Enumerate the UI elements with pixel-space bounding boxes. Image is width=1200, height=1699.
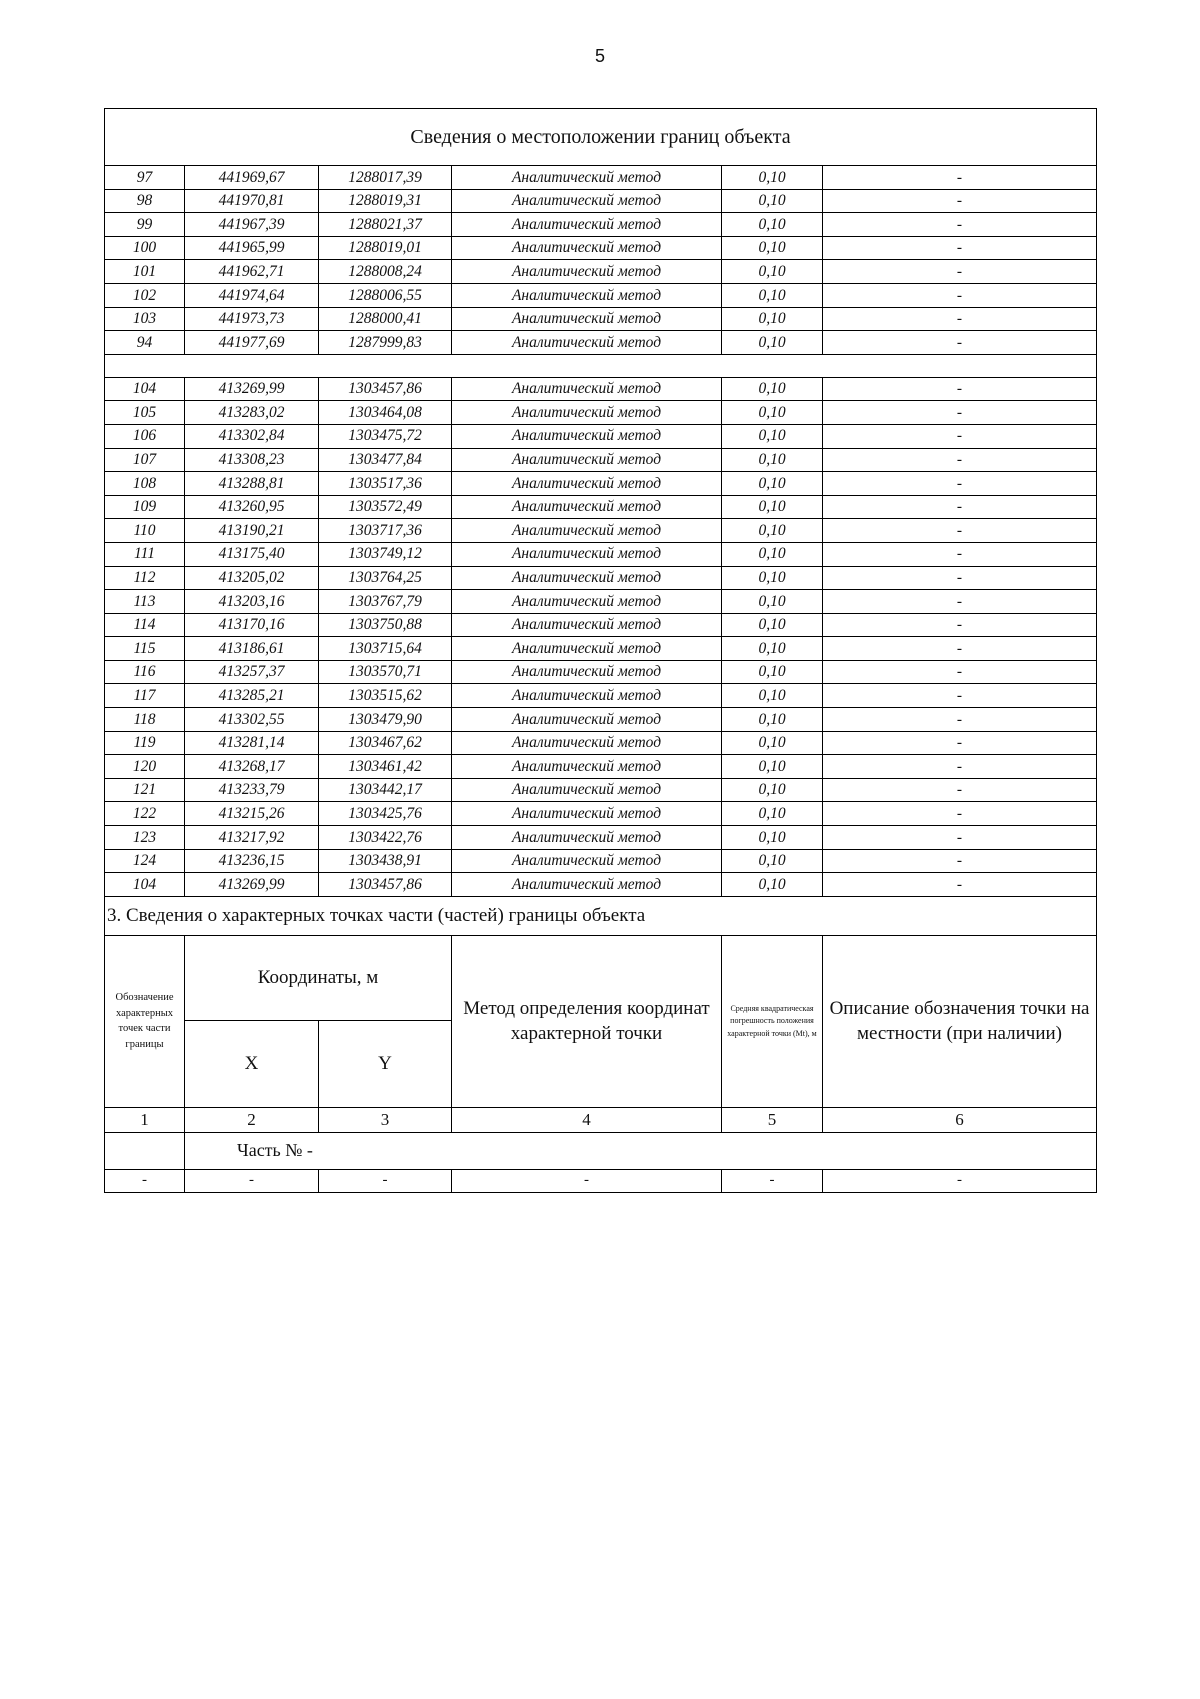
table-cell: 0,10 — [722, 590, 823, 614]
table-cell: - — [823, 519, 1097, 543]
table-row — [105, 448, 1097, 472]
table-cell: 413260,95 — [185, 495, 319, 519]
table-cell: - — [823, 684, 1097, 708]
table-cell: - — [823, 189, 1097, 213]
table-cell: 0,10 — [722, 519, 823, 543]
section3-title: 3. Сведения о характерных точках части (частей) границы объекта — [105, 896, 1097, 935]
table-cell: 441969,67 — [185, 166, 319, 190]
table-row — [105, 731, 1097, 755]
table-cell: 413217,92 — [185, 826, 319, 850]
table-cell: - — [823, 826, 1097, 850]
table-cell: 413190,21 — [185, 519, 319, 543]
column-number: 2 — [185, 1107, 319, 1132]
header-x: X — [185, 1020, 319, 1107]
table-cell: Аналитический метод — [452, 542, 722, 566]
table-cell: 0,10 — [722, 826, 823, 850]
part-label: Часть № - — [185, 1132, 1097, 1169]
table-cell: - — [823, 166, 1097, 190]
table-cell: Аналитический метод — [452, 260, 722, 284]
table-row — [105, 873, 1097, 897]
table-row — [105, 802, 1097, 826]
table-cell: Аналитический метод — [452, 519, 722, 543]
section-title: Сведения о местоположении границ объекта — [105, 109, 1097, 166]
table-cell: Аналитический метод — [452, 778, 722, 802]
table-cell: 104 — [105, 377, 185, 401]
table-cell: - — [452, 1169, 722, 1192]
column-number-row — [105, 1107, 1097, 1132]
table-cell: 1303479,90 — [319, 708, 452, 732]
boundary-table — [104, 108, 1097, 1193]
table-cell: 108 — [105, 472, 185, 496]
table-cell: Аналитический метод — [452, 189, 722, 213]
table-cell: - — [823, 213, 1097, 237]
table-cell: 413268,17 — [185, 755, 319, 779]
table-row — [105, 236, 1097, 260]
table-cell: 123 — [105, 826, 185, 850]
table-cell: - — [823, 778, 1097, 802]
table-cell: 1288000,41 — [319, 307, 452, 331]
table-cell: 107 — [105, 448, 185, 472]
table-cell: 1303475,72 — [319, 424, 452, 448]
table-cell: 0,10 — [722, 684, 823, 708]
table-cell: 1303515,62 — [319, 684, 452, 708]
table-cell: Аналитический метод — [452, 213, 722, 237]
table-cell: 102 — [105, 283, 185, 307]
header-point-designation: Обозначение характерных точек части границы — [105, 935, 185, 1107]
table-cell: 119 — [105, 731, 185, 755]
table-cell: Аналитический метод — [452, 424, 722, 448]
header-description: Описание обозначения точки на местности (при наличии) — [823, 935, 1097, 1107]
table-cell: 118 — [105, 708, 185, 732]
table-cell: 0,10 — [722, 401, 823, 425]
table-cell: - — [722, 1169, 823, 1192]
table-cell: 0,10 — [722, 755, 823, 779]
table-cell: 1303464,08 — [319, 401, 452, 425]
table-row — [105, 684, 1097, 708]
table-row — [105, 331, 1097, 355]
table-cell: 413308,23 — [185, 448, 319, 472]
table-cell: 0,10 — [722, 260, 823, 284]
table-row — [105, 778, 1097, 802]
table-row — [105, 826, 1097, 850]
table-cell: 120 — [105, 755, 185, 779]
table-row — [105, 660, 1097, 684]
table-cell: 0,10 — [722, 424, 823, 448]
table-row — [105, 613, 1097, 637]
spacer-row — [105, 354, 1097, 377]
table-cell: 413186,61 — [185, 637, 319, 661]
table-cell: - — [823, 236, 1097, 260]
table-cell: Аналитический метод — [452, 448, 722, 472]
table-cell: 1288019,01 — [319, 236, 452, 260]
table-cell: - — [823, 401, 1097, 425]
table-cell: 1288017,39 — [319, 166, 452, 190]
table-cell: - — [823, 873, 1097, 897]
table-cell: 1303717,36 — [319, 519, 452, 543]
table-cell: 109 — [105, 495, 185, 519]
table-cell: 1303767,79 — [319, 590, 452, 614]
table-cell: 413170,16 — [185, 613, 319, 637]
table-cell: - — [823, 331, 1097, 355]
table-cell: - — [823, 660, 1097, 684]
table-cell: 122 — [105, 802, 185, 826]
table-cell: 0,10 — [722, 283, 823, 307]
table-cell: - — [319, 1169, 452, 1192]
table-cell: 1303442,17 — [319, 778, 452, 802]
table-cell: - — [185, 1169, 319, 1192]
table-cell: 441970,81 — [185, 189, 319, 213]
table-cell: Аналитический метод — [452, 849, 722, 873]
table-row — [105, 637, 1097, 661]
table-cell: 0,10 — [722, 377, 823, 401]
table-cell: 0,10 — [722, 307, 823, 331]
table-row — [105, 755, 1097, 779]
table-cell: 114 — [105, 613, 185, 637]
table-cell: 1303457,86 — [319, 377, 452, 401]
table-cell: 0,10 — [722, 542, 823, 566]
table-cell: 113 — [105, 590, 185, 614]
table-cell: - — [823, 283, 1097, 307]
table-row — [105, 189, 1097, 213]
table-cell: Аналитический метод — [452, 331, 722, 355]
table-cell: 0,10 — [722, 495, 823, 519]
table-cell: 0,10 — [722, 236, 823, 260]
section3-title-row — [105, 896, 1097, 935]
table-cell: 0,10 — [722, 448, 823, 472]
table-cell: - — [823, 424, 1097, 448]
table-row — [105, 166, 1097, 190]
table-row — [105, 542, 1097, 566]
table-row — [105, 401, 1097, 425]
table-row — [105, 495, 1097, 519]
empty-data-row — [105, 1169, 1097, 1192]
table-cell: 413236,15 — [185, 849, 319, 873]
table-cell: 1288019,31 — [319, 189, 452, 213]
table-row — [105, 472, 1097, 496]
table-cell: - — [823, 495, 1097, 519]
header-y: Y — [319, 1020, 452, 1107]
table-cell: 413175,40 — [185, 542, 319, 566]
table-cell: 121 — [105, 778, 185, 802]
table-cell: 115 — [105, 637, 185, 661]
table-cell: 0,10 — [722, 802, 823, 826]
table-cell: - — [823, 307, 1097, 331]
column-number: 5 — [722, 1107, 823, 1132]
table-cell: - — [823, 542, 1097, 566]
column-number: 6 — [823, 1107, 1097, 1132]
table-cell: 413269,99 — [185, 377, 319, 401]
table-cell: 441967,39 — [185, 213, 319, 237]
header-method: Метод определения координат характерной точки — [452, 935, 722, 1107]
table-cell: Аналитический метод — [452, 401, 722, 425]
table-cell: Аналитический метод — [452, 731, 722, 755]
table-cell: 1288008,24 — [319, 260, 452, 284]
table-cell: 1303517,36 — [319, 472, 452, 496]
table-cell: 0,10 — [722, 213, 823, 237]
table-cell: - — [823, 566, 1097, 590]
table-cell: - — [105, 1169, 185, 1192]
table-cell: Аналитический метод — [452, 708, 722, 732]
column-number: 1 — [105, 1107, 185, 1132]
table-cell: 1303749,12 — [319, 542, 452, 566]
table-cell: 94 — [105, 331, 185, 355]
table-cell: 124 — [105, 849, 185, 873]
table-cell: 0,10 — [722, 731, 823, 755]
table-row — [105, 590, 1097, 614]
table-cell: 413257,37 — [185, 660, 319, 684]
table-cell: - — [823, 613, 1097, 637]
column-number: 4 — [452, 1107, 722, 1132]
page-number: 5 — [594, 46, 605, 66]
table-cell: 441962,71 — [185, 260, 319, 284]
table-cell: 413233,79 — [185, 778, 319, 802]
table-cell: 0,10 — [722, 613, 823, 637]
table-cell: - — [823, 448, 1097, 472]
table-row — [105, 519, 1097, 543]
table-cell: 1303457,86 — [319, 873, 452, 897]
table-row — [105, 708, 1097, 732]
table-cell: Аналитический метод — [452, 873, 722, 897]
table-cell: 103 — [105, 307, 185, 331]
table-cell: 1288006,55 — [319, 283, 452, 307]
table-cell: - — [823, 802, 1097, 826]
table-cell: 1303750,88 — [319, 613, 452, 637]
table-cell: 98 — [105, 189, 185, 213]
table-cell: - — [823, 755, 1097, 779]
table-cell: 112 — [105, 566, 185, 590]
table-cell: 413283,02 — [185, 401, 319, 425]
header-error: Средняя квадратическая погрешность положения характерной точки (Mt), м — [722, 935, 823, 1107]
table-row — [105, 566, 1097, 590]
table-cell: 413215,26 — [185, 802, 319, 826]
table-cell: 110 — [105, 519, 185, 543]
table-cell: - — [823, 849, 1097, 873]
table-cell: Аналитический метод — [452, 472, 722, 496]
table-cell: 1303477,84 — [319, 448, 452, 472]
table-cell: 97 — [105, 166, 185, 190]
header-coordinates: Координаты, м — [185, 935, 452, 1020]
table-cell: - — [823, 260, 1097, 284]
table-cell: 106 — [105, 424, 185, 448]
table-cell: 0,10 — [722, 873, 823, 897]
table-cell: 1303467,62 — [319, 731, 452, 755]
table-cell: 0,10 — [722, 708, 823, 732]
table-cell: 0,10 — [722, 472, 823, 496]
table-row — [105, 307, 1097, 331]
table-cell: 1303461,42 — [319, 755, 452, 779]
table-cell: Аналитический метод — [452, 826, 722, 850]
section3-header-row — [105, 935, 1097, 1020]
table-cell: 413302,84 — [185, 424, 319, 448]
table-cell: 0,10 — [722, 331, 823, 355]
table-cell: - — [823, 731, 1097, 755]
table-cell: 1303570,71 — [319, 660, 452, 684]
table-cell: 0,10 — [722, 778, 823, 802]
table-cell: 1303438,91 — [319, 849, 452, 873]
table-cell: 413281,14 — [185, 731, 319, 755]
table-row — [105, 260, 1097, 284]
table-cell: 1303764,25 — [319, 566, 452, 590]
table-cell: 0,10 — [722, 166, 823, 190]
table-row — [105, 424, 1097, 448]
table-cell: 1303715,64 — [319, 637, 452, 661]
table-cell: 0,10 — [722, 849, 823, 873]
table-cell: 413285,21 — [185, 684, 319, 708]
table-cell: 99 — [105, 213, 185, 237]
table-cell: 100 — [105, 236, 185, 260]
table-cell: Аналитический метод — [452, 613, 722, 637]
table-cell: Аналитический метод — [452, 236, 722, 260]
table-cell: 1287999,83 — [319, 331, 452, 355]
table-row — [105, 849, 1097, 873]
table-cell: - — [823, 708, 1097, 732]
table-cell: 413203,16 — [185, 590, 319, 614]
table-cell: Аналитический метод — [452, 637, 722, 661]
table-cell: 0,10 — [722, 637, 823, 661]
table-cell: - — [823, 1169, 1097, 1192]
table-cell: 101 — [105, 260, 185, 284]
table-cell: 413269,99 — [185, 873, 319, 897]
table-cell: 1288021,37 — [319, 213, 452, 237]
table-cell: 104 — [105, 873, 185, 897]
table-cell: 441974,64 — [185, 283, 319, 307]
table-cell: Аналитический метод — [452, 307, 722, 331]
table-row — [105, 283, 1097, 307]
table-cell: 441973,73 — [185, 307, 319, 331]
table-cell: 0,10 — [722, 189, 823, 213]
table-cell: 1303425,76 — [319, 802, 452, 826]
table-cell: - — [823, 637, 1097, 661]
table-row — [105, 213, 1097, 237]
table-cell: 441977,69 — [185, 331, 319, 355]
table-cell: Аналитический метод — [452, 660, 722, 684]
table-cell: Аналитический метод — [452, 755, 722, 779]
table-cell: 0,10 — [722, 660, 823, 684]
table-cell: Аналитический метод — [452, 283, 722, 307]
part-row — [105, 1132, 1097, 1169]
table-cell: 116 — [105, 660, 185, 684]
table-cell: Аналитический метод — [452, 166, 722, 190]
table-cell: 105 — [105, 401, 185, 425]
table-row — [105, 377, 1097, 401]
table-cell: 441965,99 — [185, 236, 319, 260]
table-cell: 1303572,49 — [319, 495, 452, 519]
table-cell: - — [823, 590, 1097, 614]
table-cell: 413302,55 — [185, 708, 319, 732]
table-cell: - — [823, 472, 1097, 496]
table-cell: 1303422,76 — [319, 826, 452, 850]
table-cell: 0,10 — [722, 566, 823, 590]
table-cell: Аналитический метод — [452, 684, 722, 708]
table-cell: Аналитический метод — [452, 802, 722, 826]
table-cell: Аналитический метод — [452, 566, 722, 590]
table-cell: Аналитический метод — [452, 495, 722, 519]
table-cell: 117 — [105, 684, 185, 708]
table-cell: - — [823, 377, 1097, 401]
table-cell: Аналитический метод — [452, 590, 722, 614]
column-number: 3 — [319, 1107, 452, 1132]
table-cell: 413205,02 — [185, 566, 319, 590]
table-cell: Аналитический метод — [452, 377, 722, 401]
table-cell: 111 — [105, 542, 185, 566]
table-cell: 413288,81 — [185, 472, 319, 496]
